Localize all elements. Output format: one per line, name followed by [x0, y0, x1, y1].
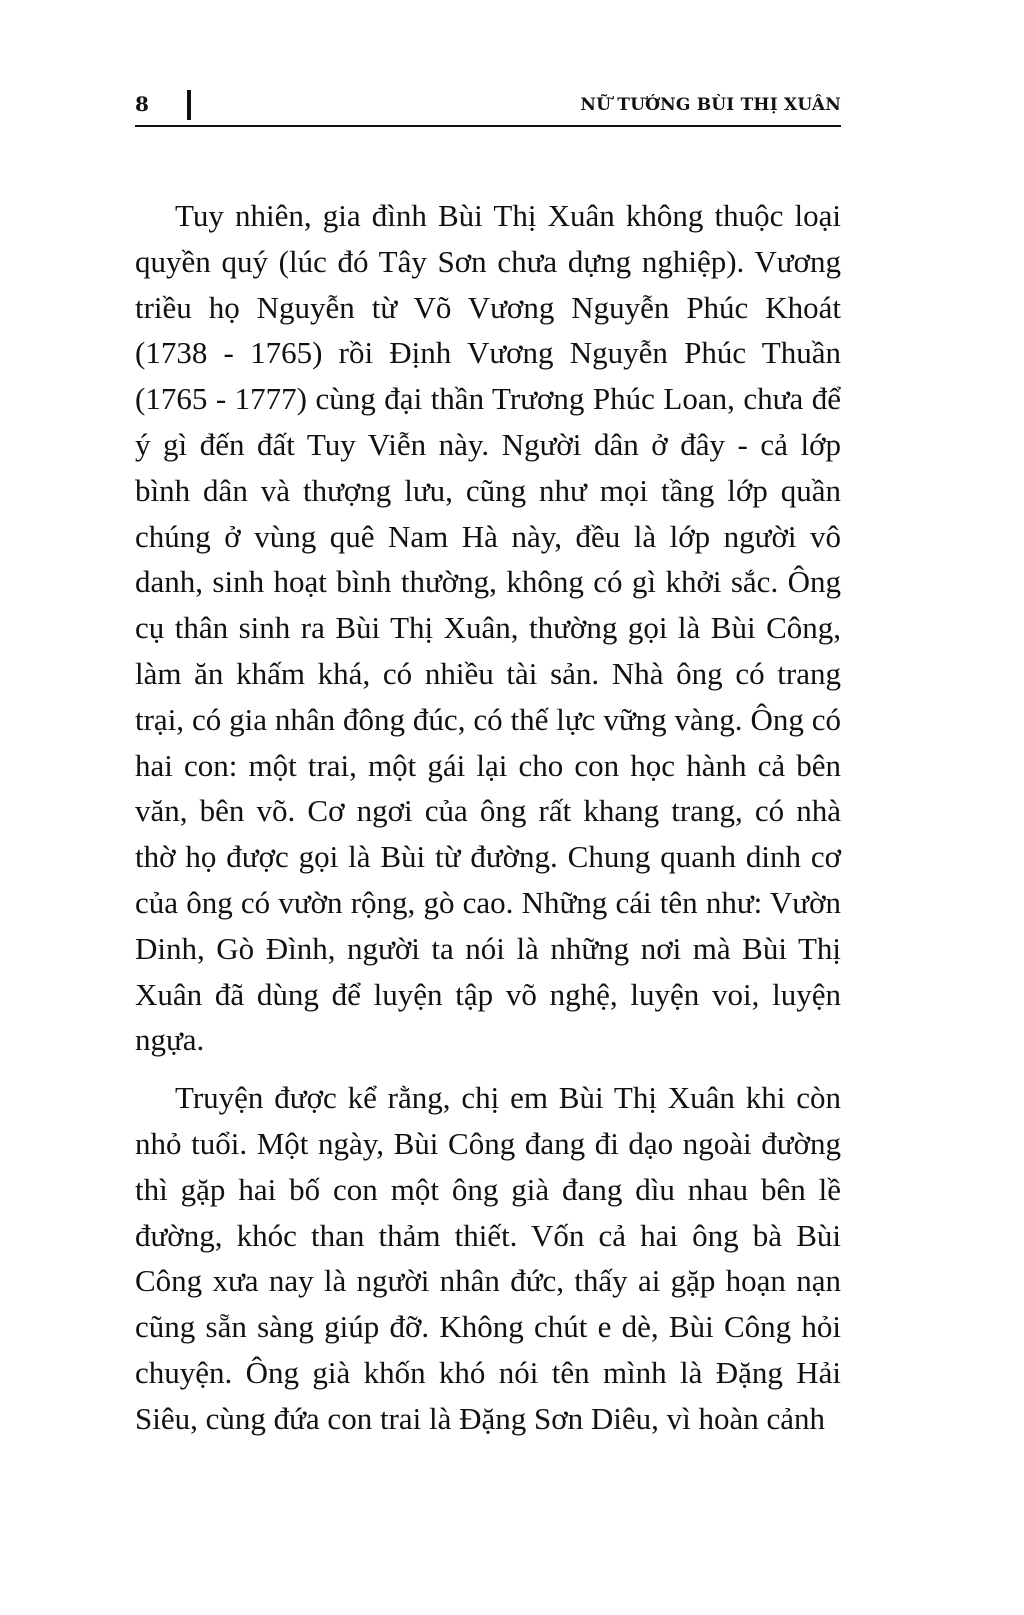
body-text: [135, 193, 841, 1454]
running-title: NỮ TƯỚNG BÙI THỊ XUÂN: [580, 95, 841, 115]
header-separator-bar: [187, 90, 191, 120]
paragraph-1: Tuy nhiên, gia đình Bùi Thị Xuân không thuộc loại quyền quý (lúc đó Tây Sơn chưa dựng nghiệp). Vương triều họ Nguyễn từ Võ Vương Nguyễn Phúc Khoát (1738 - 1765) rồi Định Vương Nguyễn Phúc Thuần (1765 - 1777) cùng đại thần Trương Phúc Loan, chưa để ý gì đến đất Tuy Viễn này. Người dân ở đây - cả lớp bình dân và thượng lưu, cũng như mọi tầng lớp quần chúng ở vùng quê Nam Hà này, đều là lớp người vô danh, sinh hoạt bình thường, không có gì khởi sắc. Ông cụ thân sinh ra Bùi Thị Xuân, thường gọi là Bùi Công, làm ăn khấm khá, có nhiều tài sản. Nhà ông có trang trại, có gia nhân đông đúc, có thế lực vững vàng. Ông có hai con: một trai, một gái lại cho con học hành cả bên văn, bên võ. Cơ ngơi của ông rất khang trang, có nhà thờ họ được gọi là Bùi từ đường. Chung quanh dinh cơ của ông có vườn rộng, gò cao. Những cái tên như: Vườn Dinh, Gò Đình, người ta nói là những nơi mà Bùi Thị Xuân đã dùng để luyện tập võ nghệ, luyện voi, luyện ngựa.: [135, 198, 841, 1058]
header-rule: [135, 125, 841, 127]
page-number: 8: [135, 92, 149, 116]
page-header: [135, 88, 841, 124]
paragraph-2: Truyện được kể rằng, chị em Bùi Thị Xuân khi còn nhỏ tuổi. Một ngày, Bùi Công đang đi dạo ngoài đường thì gặp hai bố con một ông già đang dìu nhau bên lề đường, khóc than thảm thiết. Vốn cả hai ông bà Bùi Công xưa nay là người nhân đức, thấy ai gặp hoạn nạn cũng sẵn sàng giúp đỡ. Không chút e dè, Bùi Công hỏi chuyện. Ông già khốn khó nói tên mình là Đặng Hải Siêu, cùng đứa con trai là Đặng Sơn Diêu, vì hoàn cảnh: [135, 1080, 841, 1436]
